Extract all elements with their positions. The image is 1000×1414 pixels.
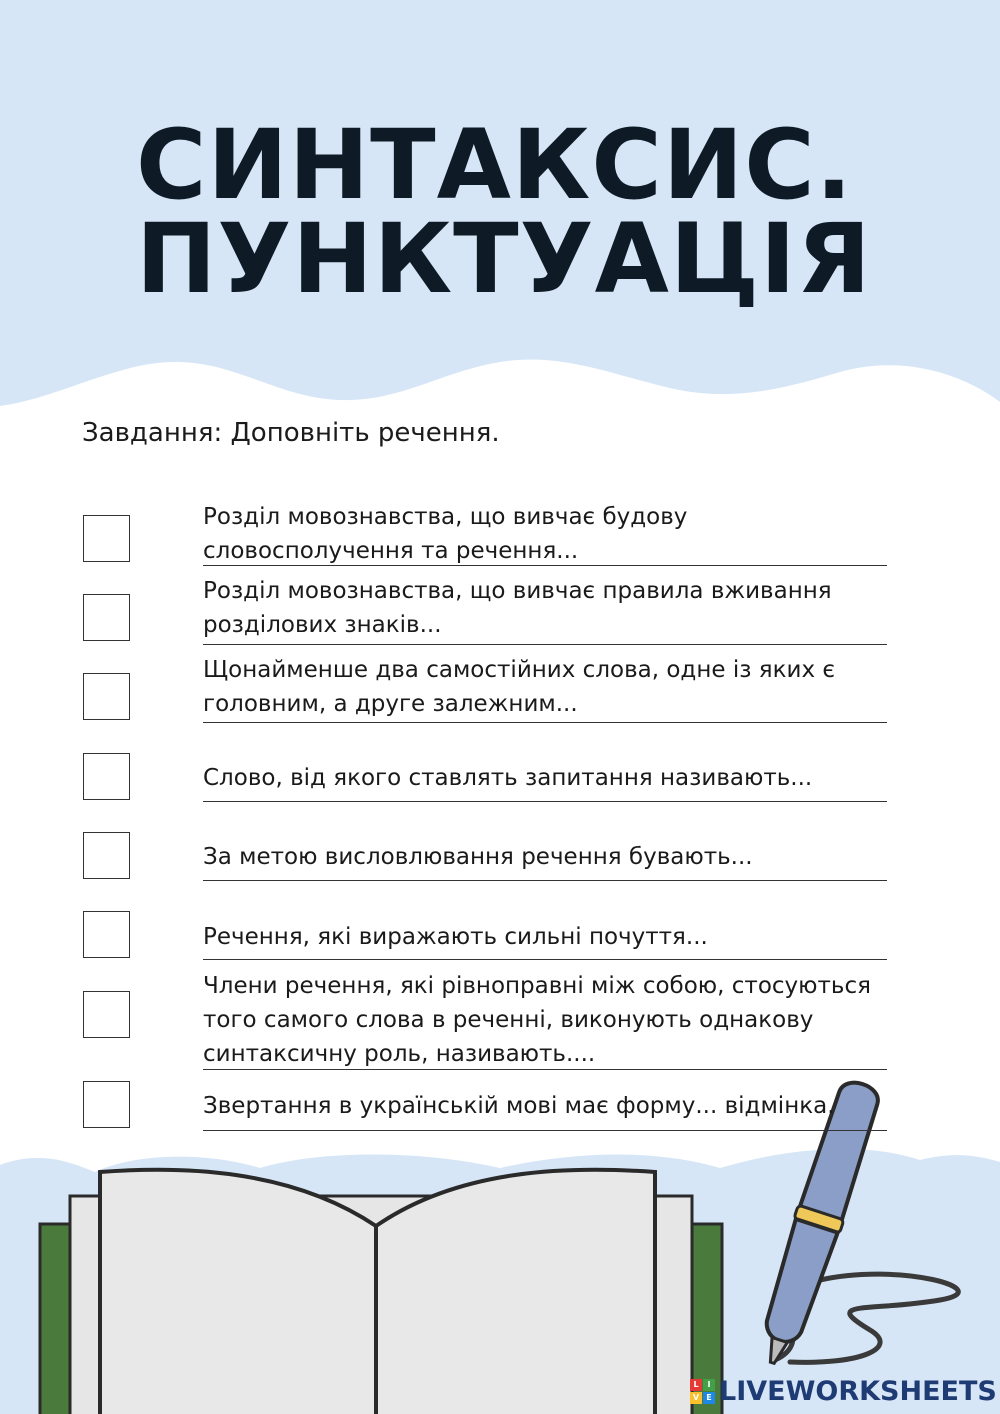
- answer-checkbox-8[interactable]: [83, 1081, 130, 1128]
- logo-letter-e: E: [703, 1392, 715, 1404]
- item-text-2: Розділ мовознавства, що вивчає правила вживання розділових знаків...: [203, 578, 832, 638]
- answer-line-4[interactable]: [203, 801, 887, 802]
- logo-letter-l: L: [690, 1379, 702, 1391]
- logo-letter-v: V: [690, 1392, 702, 1404]
- title-line-2: ПУНКТУАЦІЯ: [136, 203, 872, 315]
- logo-letter-i: I: [703, 1379, 715, 1391]
- book-illustration: [40, 1170, 722, 1414]
- answer-line-1[interactable]: [203, 565, 887, 566]
- answer-line-7[interactable]: [203, 1069, 887, 1070]
- answer-checkbox-1[interactable]: [83, 515, 130, 562]
- answer-checkbox-3[interactable]: [83, 673, 130, 720]
- item-text-3: Щонайменше два самостійних слова, одне із яких є головним, а друге залежним...: [203, 657, 835, 717]
- liveworksheets-logo: [690, 1376, 997, 1406]
- liveworksheets-icon: [690, 1379, 715, 1404]
- item-text-1: Розділ мовознавства, що вивчає будову словосполучення та речення...: [203, 504, 688, 564]
- answer-line-6[interactable]: [203, 959, 887, 960]
- answer-checkbox-2[interactable]: [83, 594, 130, 641]
- answer-checkbox-6[interactable]: [83, 911, 130, 958]
- item-text-7: Члени речення, які рівноправні між собою, стосуються того самого слова в реченні, виконують однакову синтаксичну роль, називають....: [203, 973, 871, 1067]
- answer-checkbox-4[interactable]: [83, 753, 130, 800]
- answer-line-5[interactable]: [203, 880, 887, 881]
- title-line-1: СИНТАКСИС.: [136, 109, 854, 221]
- answer-line-8[interactable]: [203, 1130, 887, 1131]
- answer-line-2[interactable]: [203, 644, 887, 645]
- answer-checkbox-7[interactable]: [83, 991, 130, 1038]
- liveworksheets-text: LIVEWORKSHEETS: [719, 1375, 997, 1407]
- answer-checkbox-5[interactable]: [83, 832, 130, 879]
- answer-line-3[interactable]: [203, 722, 887, 723]
- task-instruction: Завдання: Доповніть речення.: [82, 418, 500, 448]
- item-text-4: Слово, від якого ставлять запитання називають...: [203, 765, 813, 791]
- item-text-8: Звертання в українській мові має форму... відмінка.: [203, 1093, 835, 1119]
- item-text-6: Речення, які виражають сильні почуття...: [203, 924, 708, 950]
- item-text-5: За метою висловлювання речення бувають...: [203, 844, 753, 870]
- page-title: [136, 109, 956, 315]
